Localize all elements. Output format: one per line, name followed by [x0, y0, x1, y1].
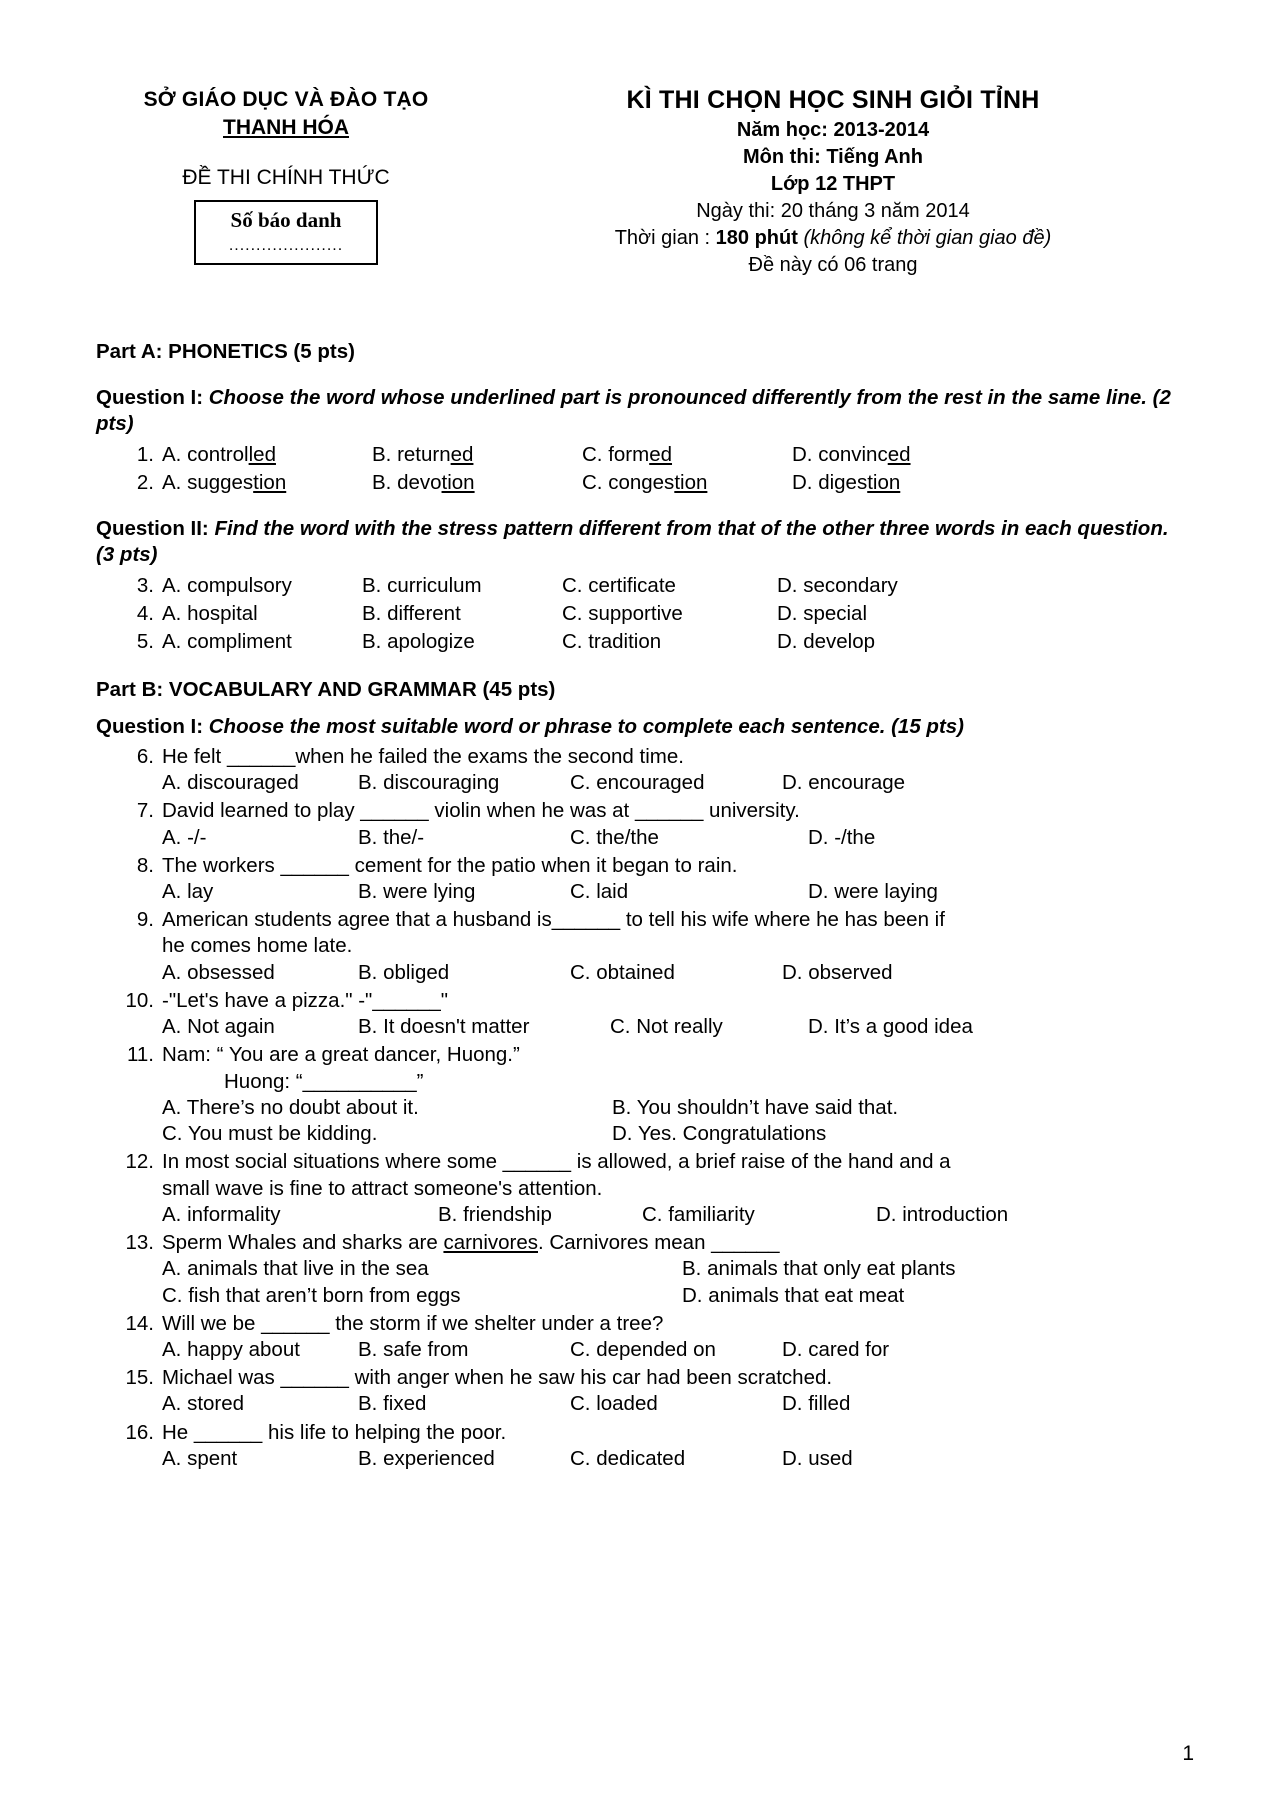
option-a[interactable]: A. spent	[162, 1446, 238, 1470]
item-number: 15.	[125, 1366, 154, 1390]
option-d[interactable]: D. -/the	[808, 825, 876, 849]
option-b[interactable]: B. safe from	[358, 1337, 469, 1361]
document-header	[96, 86, 1176, 277]
option-row	[96, 1202, 1176, 1228]
option-a[interactable]: A. Not again	[162, 1015, 275, 1039]
list-item	[96, 1365, 1176, 1391]
item-number: 13.	[125, 1231, 154, 1255]
option-d[interactable]: D. special	[777, 601, 868, 625]
candidate-number-label: Số báo danh	[230, 208, 342, 232]
list-item	[96, 1042, 1176, 1068]
option-c[interactable]: C. loaded	[570, 1392, 658, 1416]
exam-date: Ngày thi: 20 tháng 3 năm 2014	[696, 200, 970, 222]
list-item	[96, 470, 1176, 496]
item-number: 4.	[136, 601, 154, 625]
option-a[interactable]: A. controlled	[162, 442, 276, 466]
option-row	[96, 1391, 1176, 1417]
option-row	[162, 601, 1176, 627]
option-row	[96, 1014, 1176, 1040]
option-b[interactable]: B. apologize	[362, 630, 475, 654]
item-number: 3.	[136, 573, 154, 597]
option-d[interactable]: D. filled	[782, 1392, 851, 1416]
option-b[interactable]: B. returned	[372, 442, 474, 466]
option-b[interactable]: B. the/-	[358, 825, 425, 849]
duration-value: 180 phút	[715, 227, 798, 249]
part-a-question-1-heading	[96, 385, 1176, 437]
option-row	[96, 879, 1176, 905]
option-c[interactable]: C. familiarity	[642, 1202, 755, 1226]
question-label: Question II:	[96, 517, 215, 541]
item-number: 14.	[125, 1311, 154, 1335]
item-stem: He ______ his life to helping the poor.	[162, 1420, 507, 1444]
option-c[interactable]: C. laid	[570, 879, 629, 903]
list-item	[96, 1311, 1176, 1337]
header-right-block	[476, 86, 1176, 277]
option-row	[162, 629, 1176, 655]
item-number: 7.	[136, 799, 154, 823]
option-c[interactable]: C. encouraged	[570, 771, 705, 795]
option-row	[96, 1283, 1176, 1309]
option-a[interactable]: A. informality	[162, 1202, 281, 1226]
option-d[interactable]: D. were laying	[808, 879, 938, 903]
department-name: SỞ GIÁO DỤC VÀ ĐÀO TẠO	[143, 88, 429, 111]
option-d[interactable]: D. introduction	[876, 1202, 1009, 1226]
item-stem: Michael was ______ with anger when he saw his car had been scratched.	[162, 1366, 833, 1390]
exam-title: KÌ THI CHỌN HỌC SINH GIỎI TỈNH	[626, 86, 1040, 114]
list-item	[96, 744, 1176, 770]
school-year: Năm học: 2013-2014	[736, 119, 930, 141]
list-item	[96, 798, 1176, 824]
item-number: 11.	[127, 1043, 154, 1067]
exam-content	[96, 339, 1176, 1472]
option-b[interactable]: B. obliged	[358, 960, 450, 984]
option-b[interactable]: B. friendship	[438, 1202, 552, 1226]
list-item	[96, 442, 1176, 468]
option-b[interactable]: B. were lying	[358, 879, 476, 903]
question-instruction: Choose the word whose underlined part is pronounced differently from the rest in the same line. (2 pts)	[96, 386, 1171, 436]
candidate-number-field[interactable]: .....................	[228, 237, 344, 254]
option-a[interactable]: A. happy about	[162, 1337, 300, 1361]
option-b[interactable]: B. experienced	[358, 1446, 495, 1470]
item-number: 12.	[125, 1150, 154, 1174]
list-item	[96, 907, 1176, 959]
list-item	[96, 573, 1176, 599]
item-number: 6.	[136, 744, 154, 768]
option-b[interactable]: B. different	[362, 601, 461, 625]
item-stem: -"Let's have a pizza." -"______"	[162, 988, 449, 1012]
item-number: 1.	[136, 442, 154, 466]
duration-note: (không kể thời gian giao đề)	[797, 227, 1052, 249]
question-instruction: Choose the most suitable word or phrase to complete each sentence. (15 pts)	[208, 714, 965, 738]
item-stem-continued: Huong: “__________”	[224, 1069, 424, 1093]
option-row	[162, 470, 1176, 496]
option-d[interactable]: D. digestion	[792, 470, 901, 494]
option-a[interactable]: A. animals that live in the sea	[162, 1257, 429, 1281]
list-item	[96, 988, 1176, 1014]
item-stem-continued: he comes home late.	[162, 934, 353, 958]
option-c[interactable]: C. tradition	[562, 630, 662, 654]
part-b-question-1-heading	[96, 714, 1176, 740]
option-c[interactable]: C. congestion	[582, 470, 708, 494]
option-b[interactable]: B. fixed	[358, 1392, 427, 1416]
question-instruction: Find the word with the stress pattern different from that of the other three words in each question. (3 pts)	[96, 517, 1169, 567]
question-label: Question I:	[96, 386, 209, 410]
option-b[interactable]: B. It doesn't matter	[358, 1015, 530, 1039]
option-d[interactable]: D. develop	[777, 630, 876, 654]
part-a-title: Part A: PHONETICS (5 pts)	[96, 340, 355, 363]
list-item	[96, 601, 1176, 627]
option-d[interactable]: D. animals that eat meat	[682, 1283, 905, 1307]
option-a[interactable]: A. stored	[162, 1392, 245, 1416]
option-d[interactable]: D. used	[782, 1446, 853, 1470]
option-row	[96, 1121, 1176, 1147]
option-row	[96, 1337, 1176, 1363]
option-row	[96, 1095, 1176, 1121]
option-c[interactable]: C. supportive	[562, 601, 683, 625]
list-item	[96, 1420, 1176, 1446]
option-a[interactable]: A. compliment	[162, 630, 292, 654]
item-number: 9.	[136, 908, 154, 932]
option-d[interactable]: D. Yes. Congratulations	[612, 1122, 827, 1146]
option-a[interactable]: A. compulsory	[162, 573, 292, 597]
option-d[interactable]: D. convinced	[792, 442, 911, 466]
list-item	[96, 1149, 1176, 1201]
underlined-word: carnivores	[443, 1231, 538, 1255]
page-count: Đề này có 06 trang	[748, 254, 918, 276]
option-a[interactable]: A. discouraged	[162, 771, 299, 795]
grade: Lớp 12 THPT	[770, 173, 896, 195]
item-number: 16.	[125, 1420, 154, 1444]
option-c[interactable]: C. fish that aren’t born from eggs	[162, 1283, 461, 1307]
page-number: 1	[1182, 1742, 1194, 1765]
list-item	[96, 853, 1176, 879]
option-c[interactable]: C. dedicated	[570, 1446, 686, 1470]
province-name: THANH HÓA	[223, 116, 349, 139]
option-b[interactable]: B. discouraging	[358, 771, 500, 795]
subject: Môn thi: Tiếng Anh	[743, 146, 923, 168]
option-b[interactable]: B. devotion	[372, 470, 475, 494]
item-stem: American students agree that a husband is______ to tell his wife where he has been if	[162, 908, 945, 932]
list-item	[96, 1230, 1176, 1256]
part-b-title: Part B: VOCABULARY AND GRAMMAR (45 pts)	[96, 678, 556, 702]
option-c[interactable]: C. Not really	[610, 1015, 723, 1039]
option-c[interactable]: C. depended on	[570, 1337, 716, 1361]
option-d[interactable]: D. encourage	[782, 771, 906, 795]
option-row	[162, 573, 1176, 599]
option-d[interactable]: D. It’s a good idea	[808, 1015, 973, 1039]
option-row	[162, 442, 1176, 468]
option-row	[96, 1256, 1176, 1282]
item-stem: Will we be ______ the storm if we shelter under a tree?	[162, 1311, 664, 1335]
item-number: 8.	[136, 853, 154, 877]
item-number: 5.	[136, 630, 154, 654]
option-d[interactable]: D. secondary	[777, 573, 898, 597]
option-d[interactable]: D. observed	[782, 960, 893, 984]
option-row	[96, 770, 1176, 796]
option-row	[96, 960, 1176, 986]
option-c[interactable]: C. certificate	[562, 573, 676, 597]
option-a[interactable]: A. lay	[162, 879, 214, 903]
duration-prefix: Thời gian :	[614, 227, 716, 249]
item-stem-continued: small wave is fine to attract someone's attention.	[162, 1176, 603, 1200]
option-a[interactable]: A. -/-	[162, 825, 207, 849]
header-left-block	[96, 86, 476, 265]
item-stem: Nam: “ You are a great dancer, Huong.”	[162, 1043, 520, 1067]
list-item	[96, 629, 1176, 655]
option-row	[96, 825, 1176, 851]
question-label: Question I:	[96, 714, 209, 738]
option-b[interactable]: B. curriculum	[362, 573, 482, 597]
part-a-question-2-heading	[96, 516, 1176, 568]
candidate-number-box	[194, 200, 378, 265]
option-c[interactable]: C. the/the	[570, 825, 659, 849]
option-a[interactable]: A. hospital	[162, 601, 258, 625]
item-stem: David learned to play ______ violin when he was at ______ university.	[162, 799, 800, 823]
item-stem: In most social situations where some ______ is allowed, a brief raise of the hand and a	[162, 1150, 951, 1174]
option-b[interactable]: B. You shouldn’t have said that.	[612, 1095, 899, 1119]
option-a[interactable]: A. There’s no doubt about it.	[162, 1095, 419, 1119]
item-number: 2.	[136, 470, 154, 494]
option-a[interactable]: A. suggestion	[162, 470, 287, 494]
item-number: 10.	[125, 988, 154, 1012]
item-stem: He felt ______when he failed the exams the second time.	[162, 744, 684, 768]
option-c[interactable]: C. You must be kidding.	[162, 1122, 378, 1146]
option-d[interactable]: D. cared for	[782, 1337, 890, 1361]
official-exam-label: ĐỀ THI CHÍNH THỨC	[182, 166, 390, 189]
option-a[interactable]: A. obsessed	[162, 960, 275, 984]
exam-duration	[490, 227, 1176, 250]
option-b[interactable]: B. animals that only eat plants	[682, 1257, 956, 1281]
item-stem: The workers ______ cement for the patio when it began to rain.	[162, 853, 738, 877]
option-c[interactable]: C. obtained	[570, 960, 675, 984]
option-c[interactable]: C. formed	[582, 442, 673, 466]
item-stem: Sperm Whales and sharks are carnivores. Carnivores mean ______	[162, 1231, 780, 1255]
option-row	[96, 1446, 1176, 1472]
